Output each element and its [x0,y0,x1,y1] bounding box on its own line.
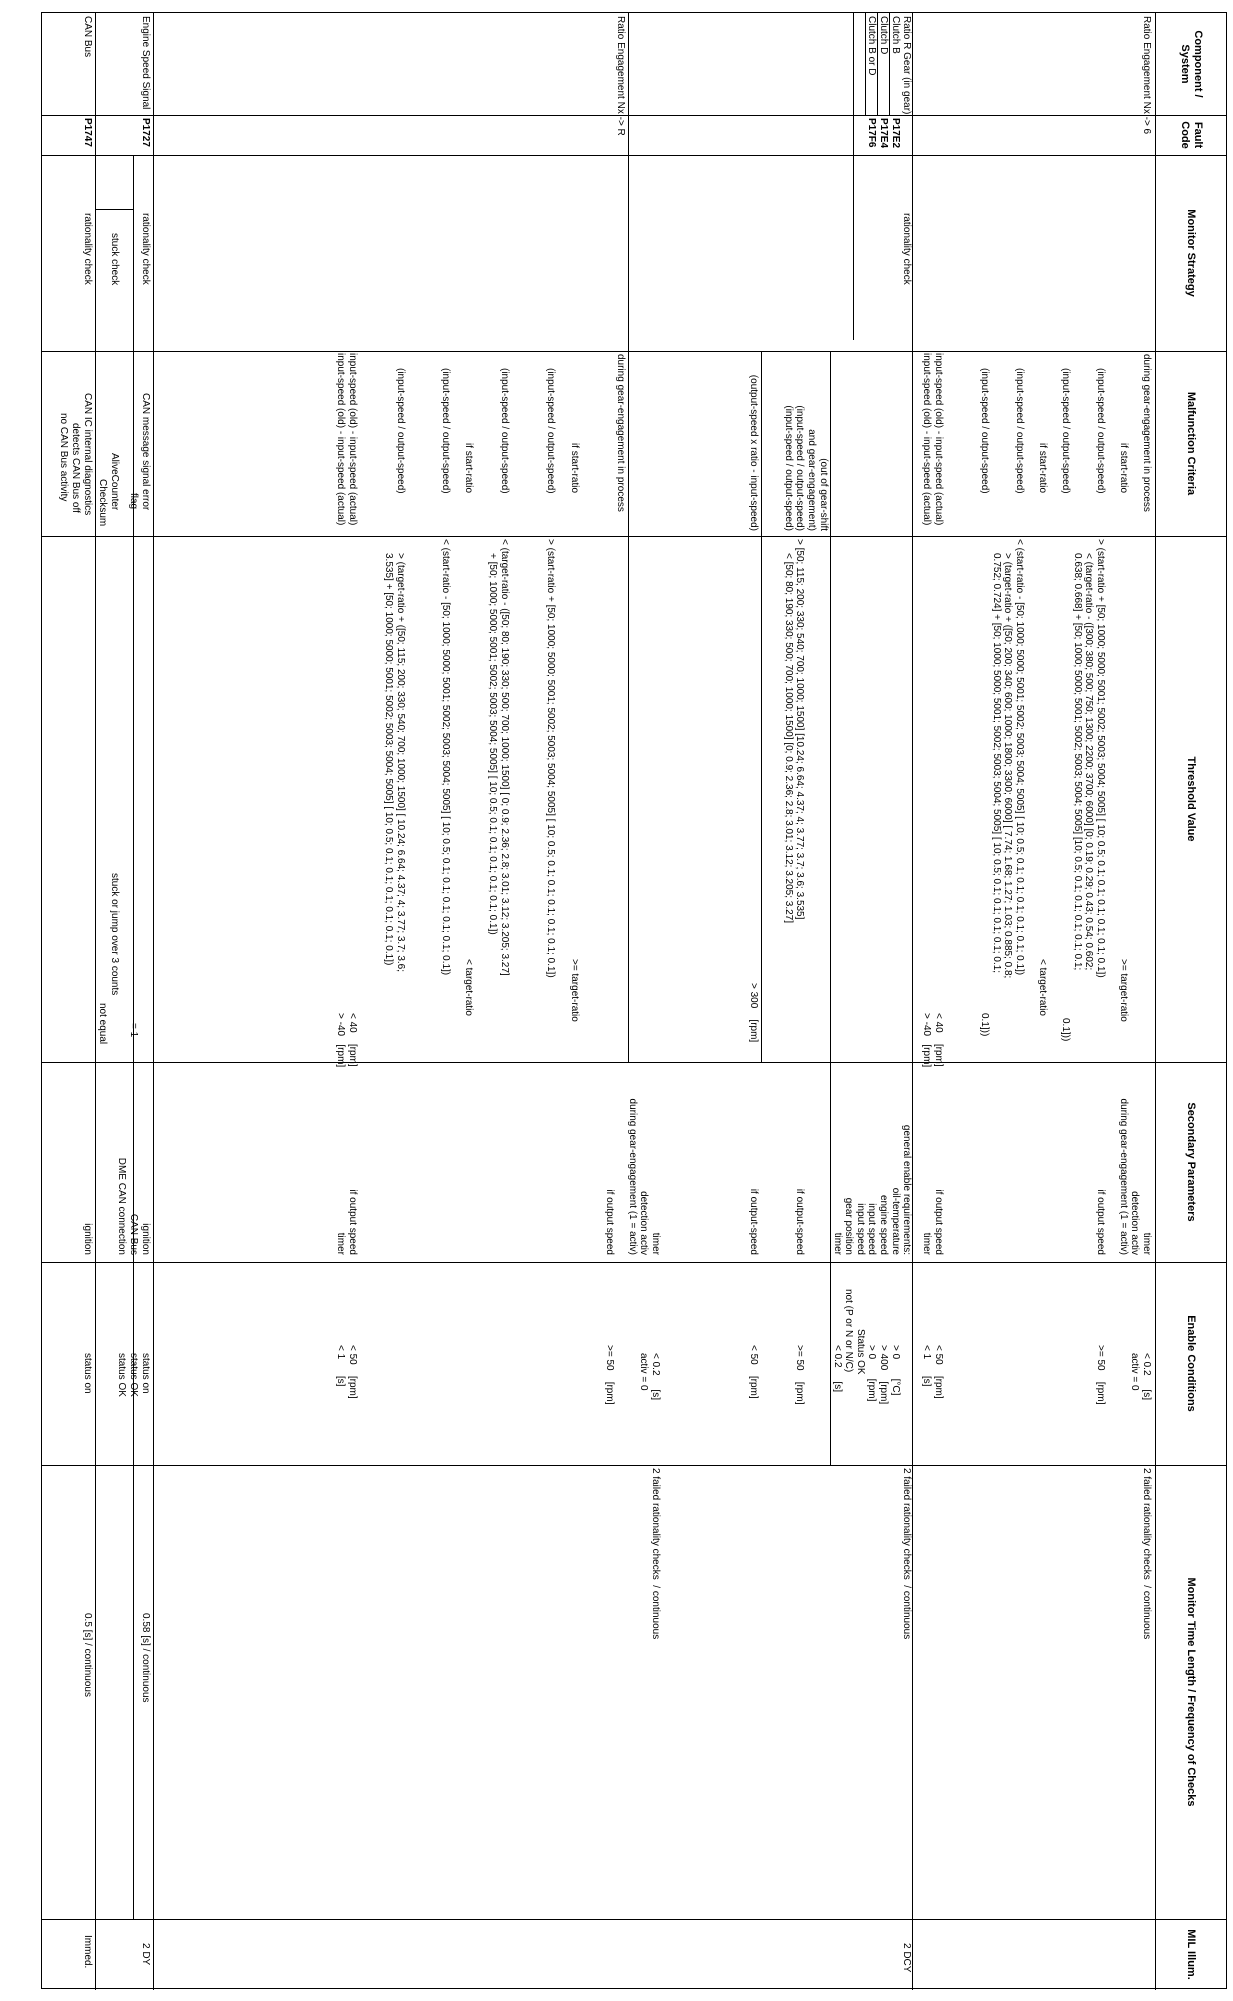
secondary-line: gear position [843,1197,854,1255]
secondary-line: ignition [82,1223,93,1255]
enable-line: < 1 [s] [335,1345,346,1387]
threshold-line: < target-ratio [1037,959,1048,1016]
malfunction-line: during gear-engagement in process [1141,354,1152,512]
enable-line: < 50 [rpm] [748,1345,759,1399]
malfunction-line: (input-speed / output-speed) [1060,368,1071,494]
threshold-line: stuck or jump over 3 counts [109,873,120,996]
col-divider [42,536,1226,537]
col-divider [42,351,1226,352]
enable-line: activ = 0 [638,1353,649,1391]
threshold-line: 0.1])) [1060,1018,1071,1042]
enable-line: status OK [128,1353,139,1397]
enable-line: status OK [116,1353,127,1397]
secondary-line: during gear-engagement (1 = activ) [1118,1098,1129,1255]
fault-code: P17E4 [878,118,889,149]
component-name: Engine Speed Signal [140,16,151,110]
threshold-line: < (start-ratio - [50; 1000; 5000; 5001; 5002; 5003; 5004; 5005] [ 10; 0.5; 0.1; 0.1; 0.1; 0.1; 0.1; 0.1]) [440,539,451,976]
fault-code: P1727 [140,118,151,147]
component-name: Ratio R Gear (in gear) [901,16,912,115]
enable-line: >= 50 [rpm] [604,1345,615,1405]
secondary-line: oil-temperature [890,1187,901,1255]
threshold-line: < (target-ratio - ([300; 380; 500; 750; 1300; 2200; 3700; 6000] [0; 0.19; 0.29; 0.43; 0.54; 0.602; [1083,553,1094,971]
threshold-line: 0.752; 0.724] + [50; 1000; 5000; 5001; 5002; 5003; 5004; 5005] [ 10; 0.5; 0.1; 0.1; 0.1; 0.1; 0.1; [991,553,1002,974]
enable-line: status on [140,1353,151,1394]
malfunction-line: input-speed (old) - input-speed (actual) [335,353,346,526]
sub-col-divider [96,209,134,210]
row-divider [95,13,96,1990]
component-name: Ratio Engagement Nx -> 6 [1141,16,1152,135]
malfunction-line: (input-speed / output-speed) [794,405,805,531]
enable-line: < 0.2 [s] [832,1345,843,1392]
malfunction-line: (input-speed / output-speed) [979,368,990,494]
enable-line: < 1 [s] [921,1345,932,1387]
monitor-time: 0.5 [s] / continuous [82,1613,93,1697]
malfunction-line: if start-ratio [463,443,474,494]
monitor-strategy-sub: stuck check [109,233,120,286]
fault-code: P17E2 [890,118,901,149]
col-divider [42,1465,1226,1466]
malfunction-line: input-speed (old) - input-speed (actual) [347,353,358,526]
secondary-line: if output speed [604,1189,615,1255]
enable-line: Status OK [855,1329,866,1375]
threshold-line: > (target-ratio + ([50; 200; 340; 600; 1000; 1800; 3300; 6000] [ 7.74; 1.68; 1.27; 1.03; 0.885; 0.8; [1002,553,1013,979]
threshold-line: < 40 [rpm] [347,1013,358,1067]
secondary-line: if output-speed [794,1188,805,1255]
enable-line: >= 50 [rpm] [794,1345,805,1405]
secondary-line: DME CAN connection [116,1157,127,1255]
fault-code: P1747 [82,118,93,147]
mil-illumination: 2 DY [140,1943,151,1966]
threshold-line: > -40 [rpm] [335,1013,346,1068]
secondary-line: CAN Bus [128,1213,139,1255]
malfunction-line: CAN message signal error [140,393,151,511]
malfunction-line: if start-ratio [1037,443,1048,494]
threshold-line: > (target-ratio + ([50; 115; 200; 330; 540; 700; 1000; 1500] [ 10.24; 6.64; 4.37; 4; 3.77; 3.7; 3.6; [395,553,406,973]
sub-component-name: Clutch B [890,16,901,54]
monitor-time: 2 failed rationality checks / continuous [650,1468,661,1640]
threshold-line: >= target-ratio [569,959,580,1022]
monitor-time: 0.58 [s] / continuous [140,1613,151,1703]
header-monitor-time: Monitor Time Length / Frequency of Checks [1185,1577,1198,1807]
malfunction-line: (input-speed / output-speed) [440,368,451,494]
monitor-strategy: rationality check [140,213,151,285]
secondary-line: input speed [855,1203,866,1255]
enable-line: status on [82,1353,93,1394]
monitor-strategy: rationality check [82,213,93,285]
secondary-line: timer [650,1232,661,1255]
threshold-line: not equal [97,1003,108,1045]
header-component: Component / System [1179,30,1204,98]
mil-illumination: 2 DCY [901,1943,912,1973]
header-malfunction-criteria: Malfunction Criteria [1185,391,1198,496]
sub-row-divider [761,351,762,536]
header-enable-conditions: Enable Conditions [1185,1315,1198,1412]
component-name: Ratio Engagement Nx -> R [615,16,626,136]
threshold-line: < [50; 80; 190; 330; 500; 700; 1000; 1500] [0; 0.9; 2.36; 2.8; 3.01; 3.12; 3.205; 3.27] [783,553,794,924]
fault-code: P17F6 [866,118,877,148]
col-divider [42,1262,1226,1263]
enable-line: < 0.2 [s] [1141,1353,1152,1400]
malfunction-line: flag [128,493,139,510]
component-name: CAN Bus [82,16,93,58]
enable-line: activ = 0 [1129,1353,1140,1391]
malfunction-line: Checksum [97,479,108,527]
obd-monitor-table [41,12,1227,1989]
secondary-line: ignition [140,1223,151,1255]
secondary-line: detection activ [1129,1191,1140,1255]
secondary-line: timer [335,1232,346,1255]
monitor-time: 2 failed rationality checks / continuous [901,1468,912,1640]
secondary-line: timer [921,1232,932,1255]
secondary-line: during gear-engagement (1 = activ) [627,1098,638,1255]
col-divider [42,155,1226,156]
threshold-line: >= target-ratio [1118,959,1129,1022]
sub-row-divider [830,351,831,1465]
malfunction-line: during gear-engagement in process [615,354,626,512]
malfunction-line: (input-speed / output-speed) [395,368,406,494]
secondary-line: if output speed [933,1189,944,1255]
threshold-line: < 40 [rpm] [933,1013,944,1067]
header-monitor-strategy: Monitor Strategy [1185,209,1198,297]
secondary-line: timer [1141,1232,1152,1255]
threshold-line: > -40 [rpm] [921,1013,932,1068]
mil-illumination: Immed. [82,1935,93,1969]
secondary-line: general enable requirements: [901,1124,912,1255]
header-secondary-parameters: Secondary Parameters [1185,1102,1198,1222]
malfunction-line: (input-speed / output-speed) [545,368,556,494]
secondary-line: detection activ [638,1191,649,1255]
enable-line: > 0 [°C] [890,1345,901,1396]
threshold-line: 0.1])) [979,1013,990,1037]
malfunction-line: input-speed (old) - input-speed (actual) [921,353,932,526]
malfunction-line: (out of gear-shift [818,458,829,531]
secondary-line: if output-speed [748,1188,759,1255]
sub-row-divider [853,13,854,155]
malfunction-line: (input-speed / output-speed) [499,368,510,494]
threshold-line: < (target-ratio - ([50; 80; 190; 330; 500; 700; 1000; 1500] [ 0; 0.9; 2.36; 2.8; 3.01; 3.12; 3.205; 3.27] [499,539,510,976]
enable-line: not (P or N or N/C) [843,1289,854,1373]
threshold-line: > (start-ratio + [50; 1000; 5000; 5001; 5002; 5003; 5004; 5005] [ 10; 0.5; 0.1; 0.1; 0.1; 0.1; 0.1; 0.1]) [1095,539,1106,978]
col-divider [42,1062,1226,1063]
row-divider [912,13,913,1990]
sub-row-divider [761,536,762,1062]
secondary-line: engine speed [878,1194,889,1255]
malfunction-line: if start-ratio [569,443,580,494]
threshold-line: < target-ratio [463,959,474,1016]
sub-row-divider [853,155,854,340]
row-divider [153,13,154,1990]
malfunction-line: (input-speed / output-speed) [1014,368,1025,494]
enable-line: >= 50 [rpm] [1095,1345,1106,1405]
secondary-line: input speed [866,1203,877,1255]
enable-line: < 0.2 [s] [650,1353,661,1400]
malfunction-line: (input-speed / output-speed) [1095,368,1106,494]
malfunction-line: (input-speed / output-speed) [783,405,794,531]
malfunction-line: and gear-engagement) [806,429,817,531]
header-threshold-value: Threshold Value [1185,756,1198,842]
secondary-line: if output speed [347,1189,358,1255]
threshold-line: > 300 [rpm] [748,983,759,1043]
enable-line: < 50 [rpm] [933,1345,944,1399]
enable-line: < 50 [rpm] [347,1345,358,1399]
threshold-line: 0.638; 0.668] + [50; 1000; 5000; 5001; 5002; 5003; 5004; 5005] [10; 0.5; 0.1; 0.1; 0.1; 0.1; 0.1; [1072,553,1083,971]
secondary-line: timer [832,1232,843,1255]
threshold-line: = 1 [128,1023,139,1038]
malfunction-line: AliveCounter [109,453,120,511]
row-divider [628,13,629,1062]
header-divider [1155,13,1156,1990]
malfunction-line: no CAN Bus activity [58,413,69,502]
header-fault-code: Fault Code [1179,121,1204,149]
malfunction-line: CAN IC internal diagnostics [82,393,93,516]
col-divider [42,115,1226,116]
enable-line: > 0 [rpm] [866,1345,877,1402]
threshold-line: > (start-ratio + [50; 1000; 5000; 5001; 5002; 5003; 5004; 5005] [ 10; 0.5; 0.1; 0.1; 0.1; 0.1; 0.1; 0.1]) [545,539,556,978]
malfunction-line: detects CAN Bus off [70,423,81,513]
threshold-line: < (start-ratio - [50; 1000; 5000; 5001; 5002; 5003; 5004; 5005] [ 10; 0.5; 0.1; 0.1; 0.1; 0.1; 0.1; 0.1]) [1014,539,1025,976]
malfunction-line: input-speed (old) - input-speed (actual) [933,353,944,526]
monitor-time: 2 failed rationality checks / continuous [1141,1468,1152,1640]
threshold-line: > [50; 115; 200; 330; 540; 700; 1000; 1500] [10.24; 6.64; 4.37; 4; 3.77; 3.7; 3.6; 3.535] [794,539,805,920]
malfunction-line: (output-speed x ratio - input-speed) [748,374,759,531]
sub-component-name: Clutch B or D [866,16,877,76]
malfunction-line: if start-ratio [1118,443,1129,494]
sub-component-name: Clutch D [878,16,889,55]
monitor-strategy: rationality check [901,213,912,285]
header-mil: MIL Illum. [1185,1929,1198,1980]
enable-line: > 400 [rpm] [878,1345,889,1405]
threshold-line: 3.535] + [50; 1000; 5000; 5001; 5002; 5003; 5004; 5005] [ 10; 0.5; 0.1; 0.1; 0.1; 0.1; 0.1; 0.1]) [383,553,394,966]
secondary-line: if output speed [1095,1189,1106,1255]
sub-row-divider [133,209,134,1062]
threshold-line: + [50; 1000; 5000; 5001; 5002; 5003; 5004; 5005] [ 10; 0.5; 0.1; 0.1; 0.1; 0.1; 0.1; 0.1]) [487,553,498,935]
col-divider [42,1919,1226,1920]
